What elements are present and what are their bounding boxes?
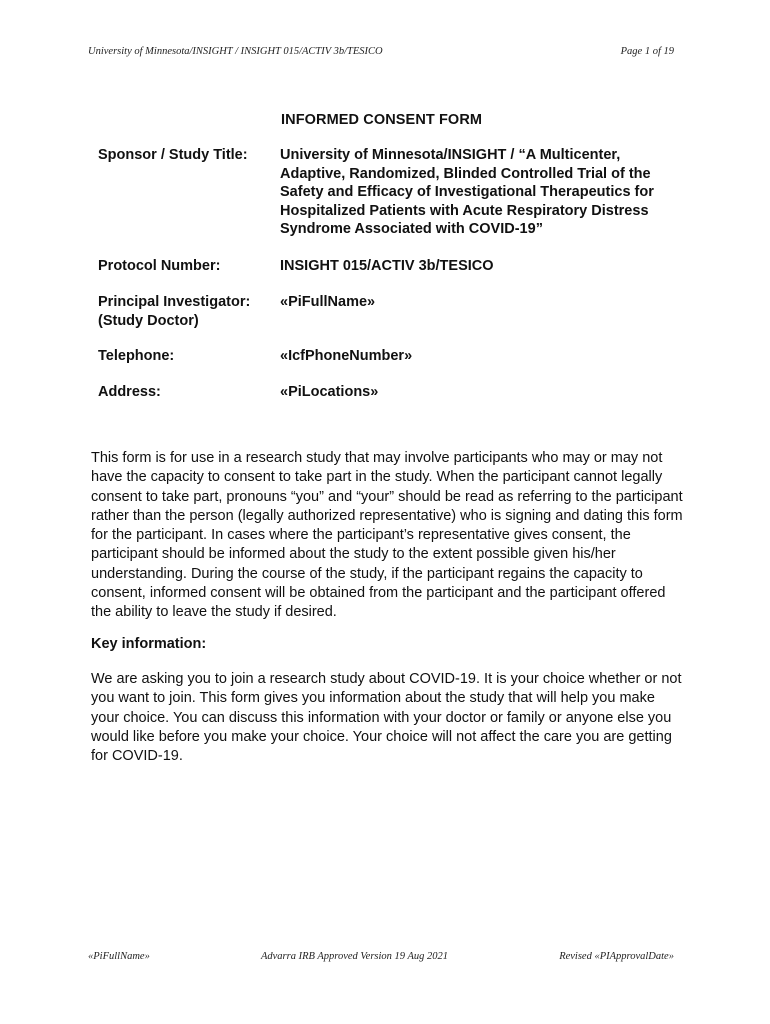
pi-label-line1: Principal Investigator: xyxy=(98,294,251,310)
protocol-row xyxy=(98,257,688,276)
header-study-name: University of Minnesota/INSIGHT / INSIGHT 015/ACTIV 3b/TESICO xyxy=(88,46,383,57)
key-information-paragraph: We are asking you to join a research study about COVID-19. It is your choice whether or not you want to join. This form gives you information about the study that will help you make your choice. You can discuss this information with your doctor or family or anyone else you would like before you make your choice. Your choice will not affect the care you are getting for COVID-19. xyxy=(91,671,682,765)
protocol-label: Protocol Number: xyxy=(98,257,221,274)
telephone-label: Telephone: xyxy=(98,348,175,364)
footer-revised-date: Revised «PIApprovalDate» xyxy=(559,951,674,962)
form-title: INFORMED CONSENT FORM xyxy=(281,112,483,128)
footer-pi-name: «PiFullName» xyxy=(88,951,150,962)
principal-investigator-name: «PiFullName» xyxy=(280,294,376,310)
protocol-number: INSIGHT 015/ACTIV 3b/TESICO xyxy=(280,257,494,274)
header-page-number: Page 1 of 19 xyxy=(620,46,674,57)
sponsor-label: Sponsor / Study Title: xyxy=(98,147,248,163)
telephone-row xyxy=(98,347,688,366)
running-footer xyxy=(88,951,674,962)
footer-approval-version: Advarra IRB Approved Version 19 Aug 2021 xyxy=(260,951,449,962)
principal-investigator-row xyxy=(98,293,688,330)
sponsor-row xyxy=(98,146,688,239)
running-header xyxy=(88,46,674,57)
key-information-heading: Key information: xyxy=(91,636,207,652)
intro-paragraph: This form is for use in a research study that may involve participants who may or may not have the capacity to consent to take part in the study. When the participant cannot legally consent to take part, pronouns “you” and “your” should be read as referring to the participant rather than the person (legally authorized representative) who is signing and dating this form for the participant. In cases where the participant’s representative gives consent, the participant should be informed about the study to the extent possible given his/her understanding. During the course of the study, if the participant regains the capacity to consent, informed consent will be obtained from the participant and the participant offered the ability to leave the study if desired. xyxy=(91,450,683,621)
address-label: Address: xyxy=(98,383,161,400)
study-info-table xyxy=(98,146,688,401)
address-row xyxy=(98,383,688,402)
sponsor-study-title: University of Minnesota/INSIGHT / “A Multicenter, Adaptive, Randomized, Blinded Controlled Trial of the Safety and Efficacy of Investigational Therapeutics for Hospitalized Patients with Acute Respiratory Distress Syndrome Associated with COVID-19” xyxy=(280,147,654,237)
telephone-value: «IcfPhoneNumber» xyxy=(280,348,413,364)
pi-label-line2: (Study Doctor) xyxy=(98,312,199,329)
address-value: «PiLocations» xyxy=(280,383,379,400)
principal-investigator-label xyxy=(98,293,280,330)
